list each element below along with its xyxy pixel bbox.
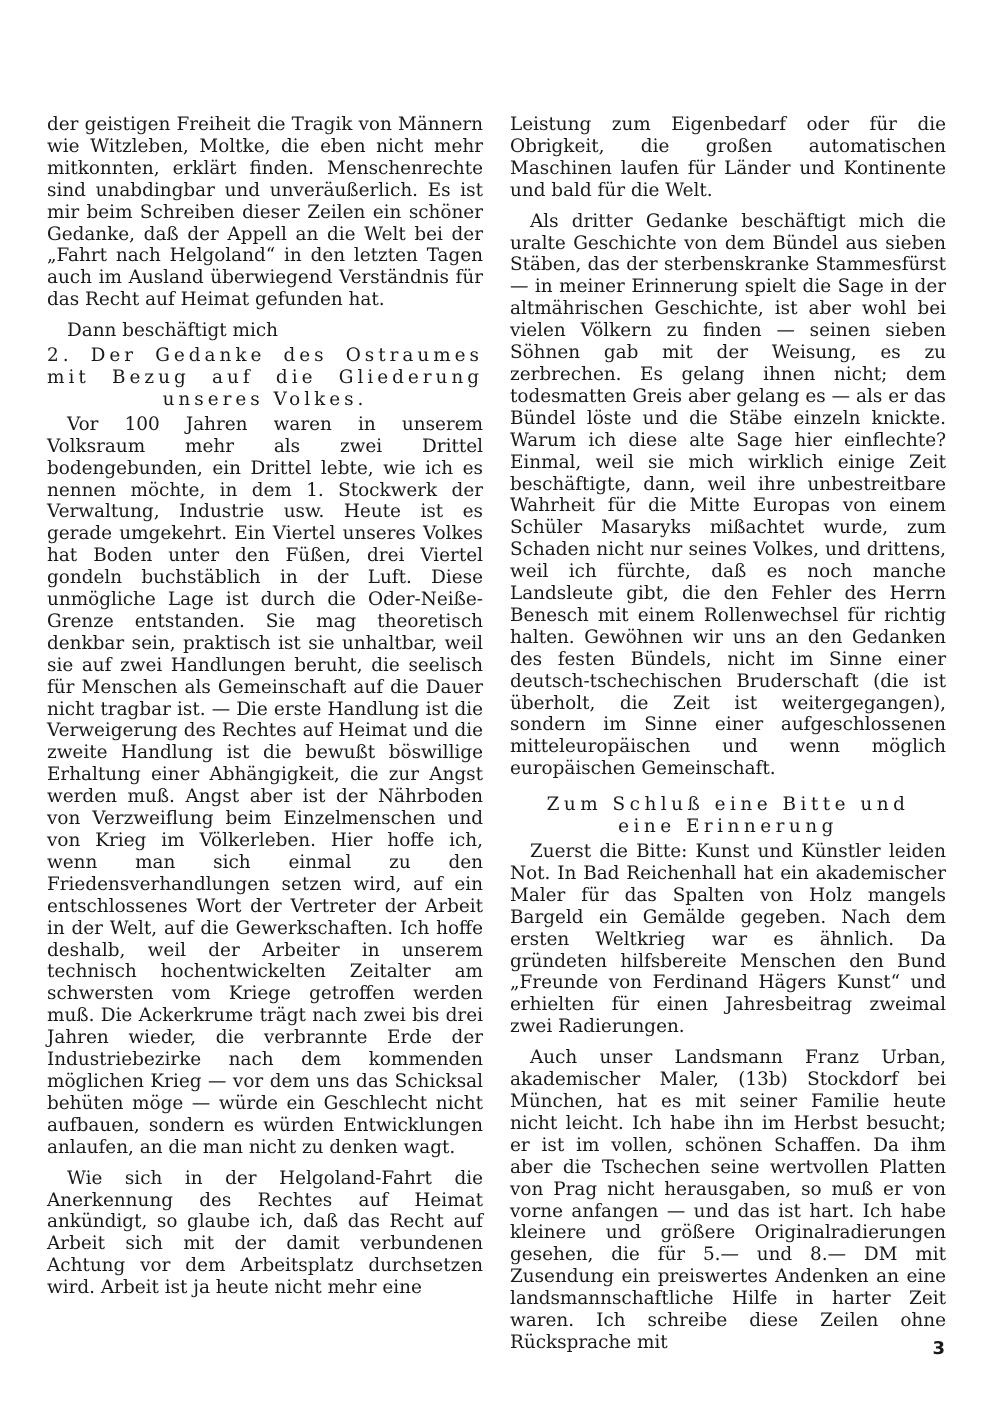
- left-intro-paragraph: der geistigen Freiheit die Tragik von Männern wie Witzleben, Moltke, die eben nicht mehr mitkonnten, erklärt finden. Menschenrechte sind unabdingbar und unveräußerlich. Es ist mir beim Schreiben dieser Zeilen ein schöner Gedanke, daß der Appell an die Welt bei der „Fahrt nach Helgoland“ in den letzten Tagen auch im Ausland überwiegend Verständnis für das Recht auf Heimat gefunden hat.: [47, 114, 483, 311]
- right-paragraph-3: Auch unser Landsmann Franz Urban, akademischer Maler, (13b) Stockdorf bei München, hat es mit seiner Familie heute nicht leicht. Ich habe ihn im Herbst besucht; er ist im vollen, schönen Schaffen. Da ihm aber die Tschechen seine wertvollen Platten von Prag nicht herausgaben, so muß er von vorne anfangen — und das ist hart. Ich habe kleinere und größere Originalradierungen gesehen, die für 5.— und 8.— DM mit Zusendung ein preiswertes Andenken an eine landsmannschaftliche Hilfe in harter Zeit waren. Ich schreibe diese Zeilen ohne Rücksprache mit: [510, 1047, 946, 1353]
- page-number: 3: [932, 1338, 945, 1359]
- right-paragraph-1: Als dritter Gedanke beschäftigt mich die uralte Geschichte von dem Bündel aus sieben Stäben, das der sterbenskranke Stammesfürst — in meiner Erinnerung spielt die Sage in der altmährischen Geschichte, ist aber wohl bei vielen Völkern zu finden — seinen sieben Söhnen gab mit der Weisung, es zu zerbrechen. Es gelang ihnen nicht; dem todesmatten Greis aber gelang es — als er das Bündel löste und die Stäbe einzeln knickte. Warum ich diese alte Sage hier einflechte? Einmal, weil sie mich wirklich einige Zeit beschäftigte, dann, weil ihre unbestreitbare Wahrheit für die Mitte Europas von einem Schüler Masaryks mißachtet wurde, zum Schaden nicht nur seines Volkes, und drittens, weil ich fürchte, daß es noch manche Landsleute gibt, die den Fehler des Herrn Benesch mit einem Rollenwechsel für richtig halten. Gewöhnen wir uns an den Gedanken des festen Bündels, nicht im Sinne einer deutsch-tschechischen Bruderschaft (die ist überholt, die Zeit ist weitergegangen), sondern im Sinne einer aufgeschlossenen mitteleuropäischen und wenn möglich europäischen Gemeinschaft.: [510, 210, 946, 780]
- section-heading-schluss: [510, 794, 946, 838]
- heading-line-3: unseres Volkes.: [162, 388, 368, 410]
- left-column: [47, 114, 483, 1299]
- left-paragraph-2: Wie sich in der Helgoland-Fahrt die Anerkennung des Rechtes auf Heimat ankündigt, so glaube ich, daß das Recht auf Arbeit sich mit der damit verbundenen Achtung vor dem Arbeitsplatz durchsetzen wird. Arbeit ist ja heute nicht mehr eine: [47, 1167, 483, 1299]
- heading-line-1: Zum Schluß eine Bitte und: [546, 794, 910, 816]
- left-paragraph-1: Vor 100 Jahren waren in unserem Volksraum mehr als zwei Drittel bodengebunden, ein Drittel lebte, wie ich es nennen möchte, in dem 1. Stockwerk der Verwaltung, Industrie usw. Heute ist es gerade umgekehrt. Ein Viertel unseres Volkes hat Boden unter den Füßen, drei Viertel gondeln buchstäblich in der Luft. Diese unmögliche Lage ist durch die Oder-Neiße-Grenze entstanden. Sie mag theoretisch denkbar sein, praktisch ist sie unhaltbar, weil sie auf zwei Handlungen beruht, die seelisch für Menschen als Gemeinschaft auf die Dauer nicht tragbar ist. — Die erste Handlung ist die Verweigerung des Rechtes auf Heimat und die zweite Handlung ist die bewußt böswillige Erhaltung einer Abhängigkeit, die zur Angst werden muß. Angst aber ist der Nährboden von Verzweiflung beim Einzelmenschen und von Krieg im Völkerleben. Hier hoffe ich, wenn man sich einmal zu den Friedensverhandlungen setzen wird, auf ein entschlossenes Wort der Vertreter der Arbeit in der Welt, auf die Gewerkschaften. Ich hoffe deshalb, weil der Arbeiter in unserem technisch hochentwickelten Zeitalter am schwersten vom Kriege getroffen werden muß. Die Ackerkrume trägt nach zwei bis drei Jahren wieder, die verbrannte Erde der Industriebezirke nach dem kommenden möglichen Krieg — vor dem uns das Schicksal behüten möge — würde ein Geschlecht nicht aufbauen, sondern es würden Entwicklungen anlaufen, an die man nicht zu denken wagt.: [47, 413, 483, 1158]
- section-heading-ostraum: [47, 345, 483, 411]
- heading-line-1: 2. Der Gedanke des Ostraumes: [47, 345, 483, 367]
- lead-in-line: Dann beschäftigt mich: [67, 320, 278, 342]
- right-intro-paragraph: Leistung zum Eigenbedarf oder für die Obrigkeit, die großen automatischen Maschinen laufen für Länder und Kontinente und bald für die Welt.: [510, 114, 946, 201]
- heading-line-2: eine Erinnerung: [618, 816, 838, 838]
- heading-line-2: mit Bezug auf die Gliederung: [47, 366, 483, 388]
- right-column: [510, 114, 946, 1354]
- right-paragraph-2: Zuerst die Bitte: Kunst und Künstler leiden Not. In Bad Reichenhall hat ein akademischer Maler für das Spalten von Holz mangels Bargeld ein Gemälde gegeben. Nach dem ersten Weltkrieg war es ähnlich. Da gründeten hilfsbereite Menschen den Bund „Freunde von Ferdinand Hägers Kunst“ und erhielten für einen Jahresbeitrag zweimal zwei Radierungen.: [510, 841, 946, 1038]
